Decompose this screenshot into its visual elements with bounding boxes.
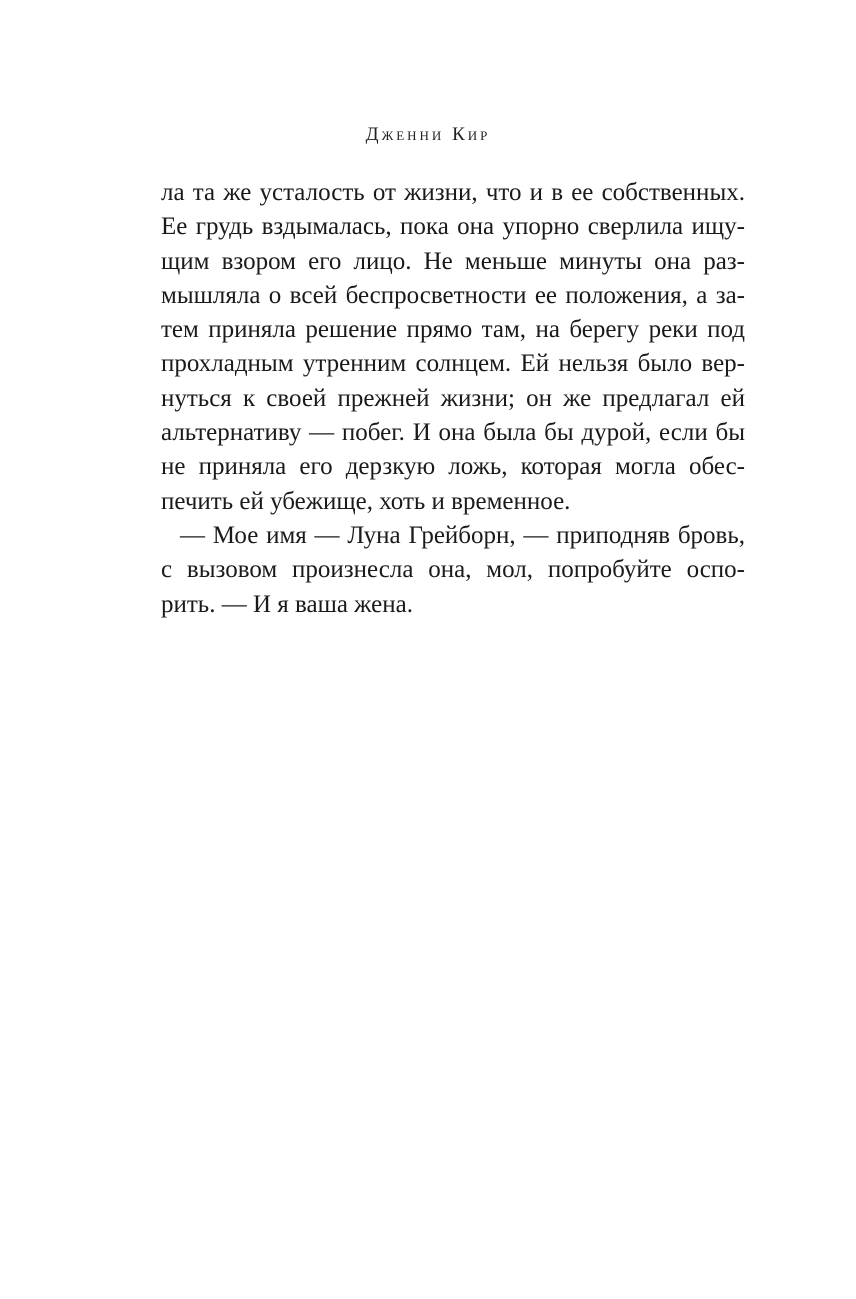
text-line: тем приняла решение прямо там, на берегу реки под: [161, 316, 745, 344]
paragraph-1: [161, 176, 745, 519]
running-head-author: Дженни Кир: [365, 124, 491, 145]
text-line: Ее грудь вздымалась, пока она упорно сверлила ищу-: [161, 213, 745, 241]
text-line: нуться к своей прежней жизни; он же предлагал ей: [161, 384, 745, 412]
text-line: не приняла его дерзкую ложь, которая могла обес-: [161, 453, 745, 481]
text-line: печить ей убежище, хоть и временное.: [161, 487, 571, 515]
text-line: ла та же усталость от жизни, что и в ее собственных.: [161, 179, 745, 206]
text-line: альтернативу — побег. И она была бы дурой, если бы: [161, 419, 745, 447]
body-text: [161, 176, 745, 622]
text-line: прохладным утренним солнцем. Ей нельзя было вер-: [161, 350, 745, 378]
text-line: рить. — И я ваша жена.: [161, 590, 413, 618]
text-line: мышляла о всей беспросветности ее положения, а за-: [161, 281, 745, 309]
paragraph-2-dialogue: [161, 519, 745, 622]
text-line: с вызовом произнесла она, мол, попробуйте оспо-: [161, 556, 745, 584]
text-line: — Мое имя — Луна Грейборн, — приподняв бровь,: [180, 521, 745, 549]
text-line: щим взором его лицо. Не меньше минуты она раз-: [161, 247, 745, 275]
